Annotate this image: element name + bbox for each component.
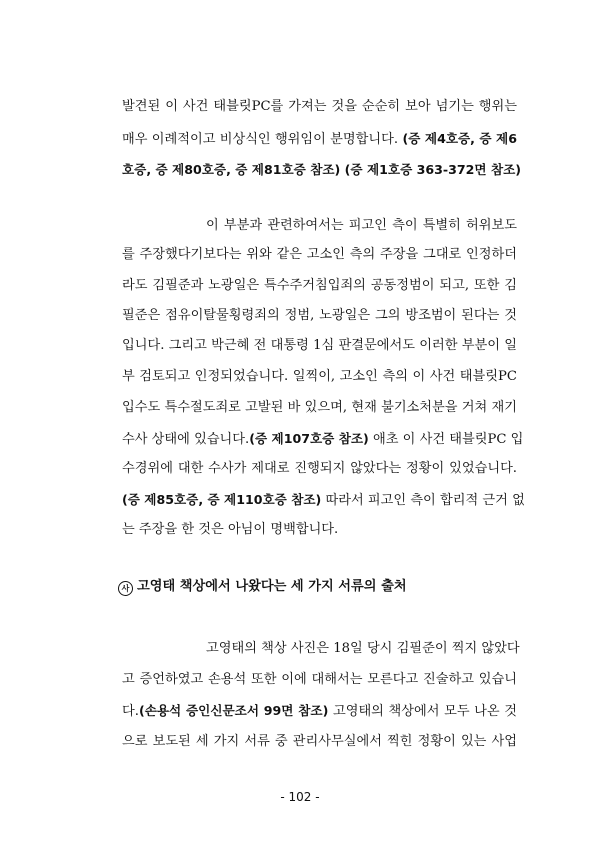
paragraph-line: 입니다. 그리고 박근혜 전 대통령 1심 판결문에서도 이러한 부분이 일 bbox=[122, 338, 517, 353]
paragraph-line: 라도 김필준과 노광일은 특수주거침입죄의 공동정범이 되고, 또한 김 bbox=[122, 278, 517, 293]
paragraph-line: 다.(손용석 증인신문조서 99면 참조) 고영태의 책상에서 모두 나온 것 bbox=[122, 703, 517, 719]
paragraph-line: 입수도 특수절도죄로 고발된 바 있으며, 현재 불기소처분을 거쳐 재기 bbox=[122, 400, 517, 415]
section-heading-text: 고영태 책상에서 나왔다는 세 가지 서류의 출처 bbox=[137, 579, 407, 594]
section-heading bbox=[118, 578, 518, 596]
paragraph-line: 매우 이례적이고 비상식인 행위임이 분명합니다. (증 제4호증, 증 제6 bbox=[122, 131, 517, 147]
paragraph-line: 필준은 점유이탈물횡령죄의 정범, 노광일은 그의 방조범이 된다는 것 bbox=[122, 308, 517, 323]
paragraph-line: 발견된 이 사건 태블릿PC를 가져는 것을 순순히 보아 넘기는 행위는 bbox=[122, 99, 517, 114]
paragraph-line: 를 주장했다기보다는 위와 같은 고소인 측의 주장을 그대로 인정하더 bbox=[122, 247, 517, 262]
paragraph-line: 고영태의 책상 사진은 18일 당시 김필준이 찍지 않았다 bbox=[206, 641, 520, 656]
paragraph-line: (증 제85호증, 증 제110호증 참조) 따라서 피고인 측이 합리적 근거 없 bbox=[122, 492, 525, 508]
paragraph-line: 부 검토되고 인정되었습니다. 일찍이, 고소인 측의 이 사건 태블릿PC bbox=[122, 369, 517, 384]
circled-marker: 사 bbox=[118, 581, 133, 596]
paragraph-line: 수사 상태에 있습니다.(증 제107호증 참조) 애초 이 사건 태블릿PC 입 bbox=[122, 431, 524, 447]
page-number: - 102 - bbox=[280, 790, 320, 804]
citation: (증 제4호증, 증 제6 bbox=[398, 131, 517, 146]
paragraph-line: 고 증언하였고 손용석 또한 이에 대해서는 모른다고 진술하고 있습니 bbox=[122, 672, 517, 687]
paragraph-line: 으로 보도된 세 가지 서류 중 관리사무실에서 찍힌 정황이 있는 사업 bbox=[122, 734, 517, 749]
citation: (손용석 증인신문조서 99면 참조) bbox=[138, 703, 329, 718]
paragraph-line: 는 주장을 한 것은 아님이 명백합니다. bbox=[122, 522, 339, 537]
paragraph-line bbox=[122, 161, 522, 180]
citation: (증 제85호증, 증 제110호증 참조) bbox=[122, 492, 322, 507]
paragraph-line: 수경위에 대한 수사가 제대로 진행되지 않았다는 정황이 있었습니다. bbox=[122, 461, 517, 476]
citation: (증 제107호증 참조) bbox=[249, 431, 369, 446]
citation: 호증, 증 제80호증, 증 제81호증 참조) (증 제1호증 363-372면 참조) bbox=[122, 162, 522, 177]
paragraph-line: 이 부분과 관련하여서는 피고인 측이 특별히 허위보도 bbox=[206, 218, 517, 233]
